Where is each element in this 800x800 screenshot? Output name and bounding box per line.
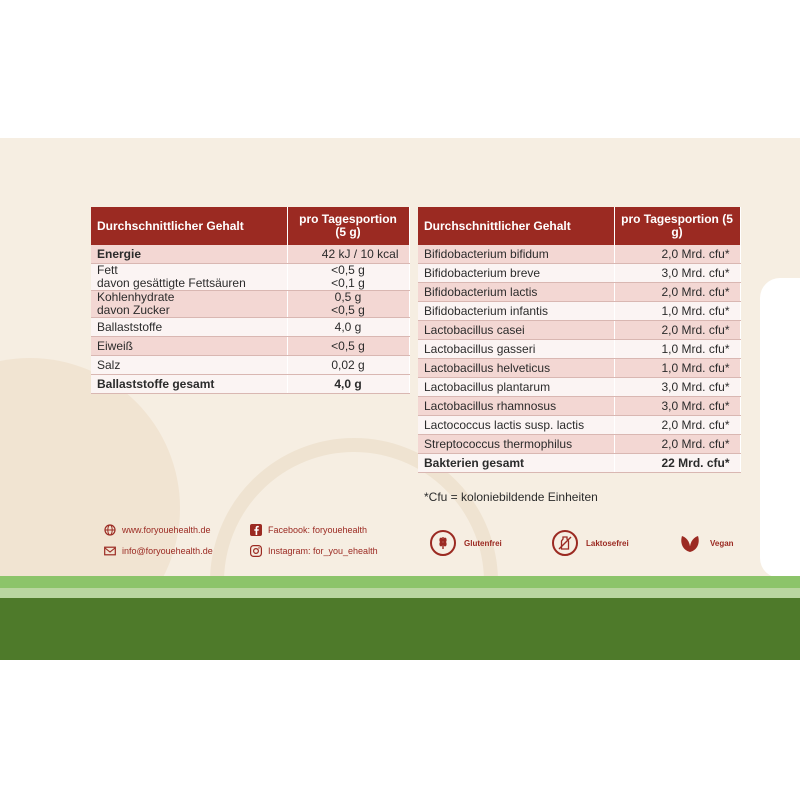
table-row — [418, 359, 740, 378]
decor-shape — [760, 278, 800, 578]
email-text: info@foryouehealth.de — [122, 546, 213, 556]
facebook-text: Facebook: foryouehealth — [268, 525, 368, 535]
row-value: <0,5 g — [287, 337, 409, 356]
row-value: 2,0 Mrd. cfu* — [614, 283, 740, 302]
row-value: 1,0 Mrd. cfu* — [614, 340, 740, 359]
facebook-icon — [250, 524, 262, 536]
gluten-free-label: Glutenfrei — [464, 538, 502, 548]
row-value: 4,0 g — [287, 318, 409, 337]
row-value: 1,0 Mrd. cfu* — [614, 302, 740, 321]
facebook-link[interactable] — [250, 524, 367, 536]
stripe-green-dark — [0, 598, 800, 660]
row-label-main: Kohlenhydrate — [97, 290, 175, 304]
nutrition-table — [91, 207, 410, 394]
row-label: Lactobacillus plantarum — [418, 378, 614, 397]
row-label: Bifidobacterium bifidum — [418, 245, 614, 264]
row-value: 22 Mrd. cfu* — [614, 454, 740, 473]
table-row — [418, 283, 740, 302]
row-label: Bifidobacterium infantis — [418, 302, 614, 321]
vegan-label: Vegan — [710, 538, 734, 548]
table-row — [91, 318, 409, 337]
bacteria-table — [418, 207, 741, 473]
instagram-link[interactable] — [250, 545, 378, 557]
header-portion: pro Tagesportion (5 g) — [614, 207, 740, 245]
row-label: Salz — [91, 356, 287, 375]
row-label: Bakterien gesamt — [418, 454, 614, 473]
stripe-green-light — [0, 576, 800, 588]
email-link[interactable] — [104, 545, 213, 557]
website-link[interactable] — [104, 524, 211, 536]
table-row — [418, 435, 740, 454]
row-value: 42 kJ / 10 kcal — [287, 245, 409, 264]
row-value: 2,0 Mrd. cfu* — [614, 435, 740, 454]
row-value: 3,0 Mrd. cfu* — [614, 397, 740, 416]
row-label: Lactobacillus helveticus — [418, 359, 614, 378]
milk-icon — [552, 530, 578, 556]
row-value: 1,0 Mrd. cfu* — [614, 359, 740, 378]
table-row — [91, 245, 409, 264]
instagram-icon — [250, 545, 262, 557]
table-row — [418, 416, 740, 435]
cfu-footnote: *Cfu = koloniebildende Einheiten — [424, 490, 598, 504]
row-label: Eiweiß — [91, 337, 287, 356]
row-value-main: <0,5 g — [331, 263, 365, 277]
row-value: 4,0 g — [287, 375, 409, 394]
header-content: Durchschnittlicher Gehalt — [91, 207, 287, 245]
row-value: 2,0 Mrd. cfu* — [614, 245, 740, 264]
row-label: Lactobacillus casei — [418, 321, 614, 340]
leaves-icon — [678, 532, 702, 554]
row-value: 2,0 Mrd. cfu* — [614, 416, 740, 435]
lactose-free-label: Laktosefrei — [586, 538, 629, 548]
row-value-sub: <0,5 g — [331, 303, 365, 317]
row-label: Streptococcus thermophilus — [418, 435, 614, 454]
row-label-sub: davon gesättigte Fettsäuren — [97, 276, 246, 290]
row-label: Lactobacillus gasseri — [418, 340, 614, 359]
table-row — [418, 340, 740, 359]
globe-icon — [104, 524, 116, 536]
row-label: Lactobacillus rhamnosus — [418, 397, 614, 416]
row-value: 2,0 Mrd. cfu* — [614, 321, 740, 340]
table-row — [91, 356, 409, 375]
row-label: Lactococcus lactis susp. lactis — [418, 416, 614, 435]
header-content: Durchschnittlicher Gehalt — [418, 207, 614, 245]
table-row — [418, 245, 740, 264]
stripe-green-pale — [0, 588, 800, 598]
wheat-icon — [430, 530, 456, 556]
row-value: 3,0 Mrd. cfu* — [614, 264, 740, 283]
row-value — [287, 264, 409, 291]
row-label — [91, 291, 287, 318]
lactose-free-badge — [552, 530, 629, 556]
table-row — [91, 337, 409, 356]
table-row — [91, 291, 409, 318]
row-value: 3,0 Mrd. cfu* — [614, 378, 740, 397]
row-label: Bifidobacterium lactis — [418, 283, 614, 302]
table-row — [418, 264, 740, 283]
table-row-total — [91, 375, 409, 394]
row-value: 0,02 g — [287, 356, 409, 375]
header-portion: pro Tagesportion (5 g) — [287, 207, 409, 245]
row-label-main: Fett — [97, 263, 118, 277]
row-value — [287, 291, 409, 318]
table-row — [418, 321, 740, 340]
row-label: Ballaststoffe gesamt — [91, 375, 287, 394]
row-label: Bifidobacterium breve — [418, 264, 614, 283]
row-label: Energie — [91, 245, 287, 264]
table-row — [418, 378, 740, 397]
table-row — [418, 397, 740, 416]
website-text: www.foryouehealth.de — [122, 525, 211, 535]
row-label-sub: davon Zucker — [97, 303, 170, 317]
row-value-main: 0,5 g — [334, 290, 362, 304]
vegan-badge — [678, 532, 734, 554]
gluten-free-badge — [430, 530, 502, 556]
row-label — [91, 264, 287, 291]
mail-icon — [104, 545, 116, 557]
instagram-text: Instagram: for_you_ehealth — [268, 546, 378, 556]
row-value-sub: <0,1 g — [331, 276, 365, 290]
table-row-total — [418, 454, 740, 473]
row-label: Ballaststoffe — [91, 318, 287, 337]
table-row — [418, 302, 740, 321]
table-row — [91, 264, 409, 291]
